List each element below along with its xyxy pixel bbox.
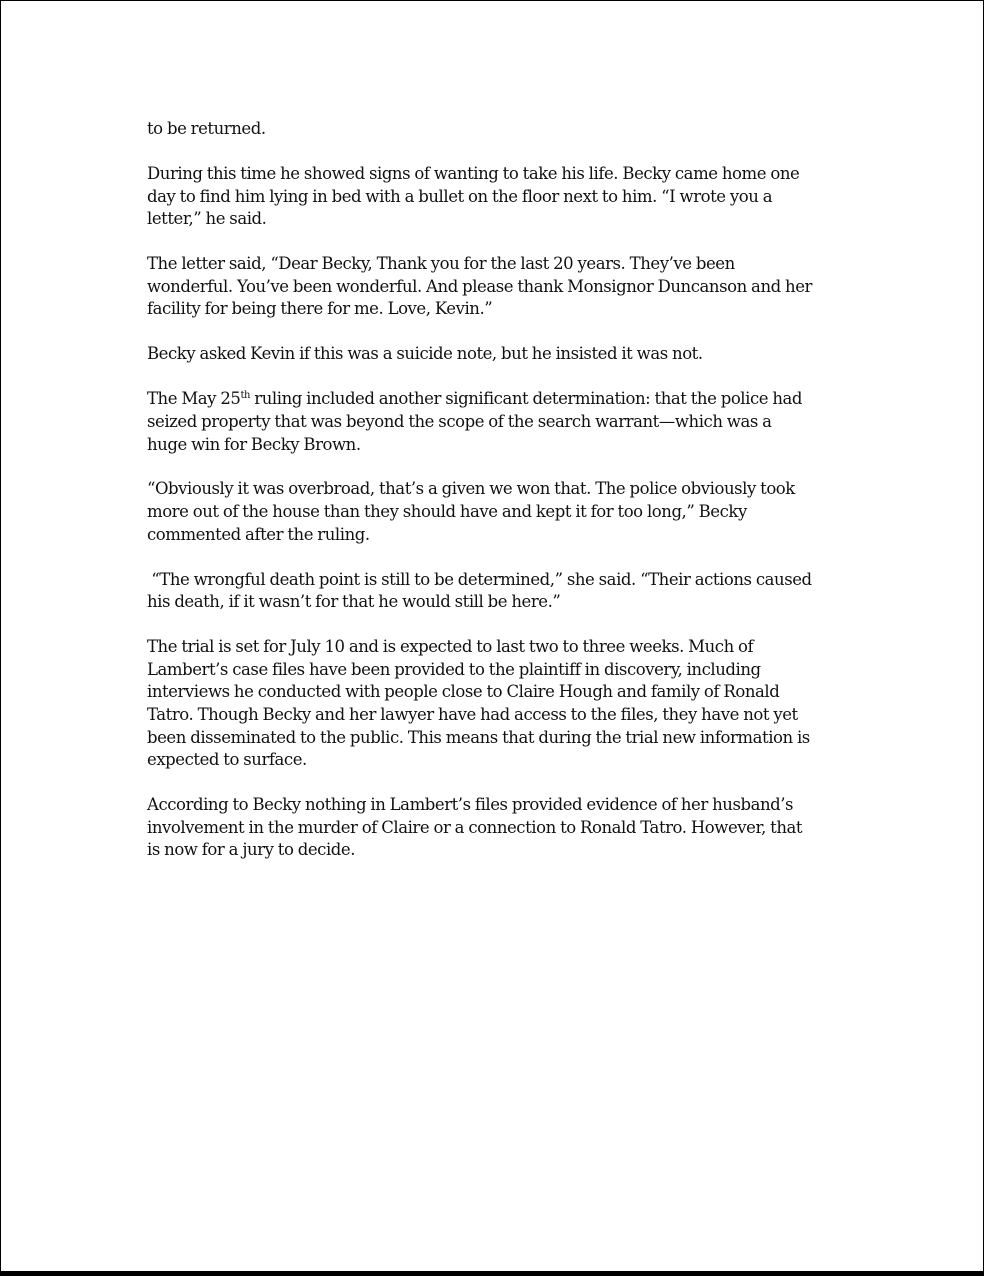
text-line: Lambert’s case files have been provided to the plaintiff in discovery, including — [147, 659, 761, 679]
text-line: is now for a jury to decide. — [147, 840, 355, 860]
ordinal-superscript: th — [240, 390, 250, 402]
document-body — [147, 118, 847, 884]
paragraph — [147, 636, 847, 772]
text-line: The trial is set for July 10 and is expected to last two to three weeks. Much of — [147, 637, 754, 657]
paragraph — [147, 388, 847, 456]
text-line: wonderful. You’ve been wonderful. And please thank Monsignor Duncanson and her — [147, 276, 812, 296]
text-line: letter,” he said. — [147, 209, 267, 229]
text-line: his death, if it wasn’t for that he would still be here.” — [147, 592, 561, 612]
text-line: “Obviously it was overbroad, that’s a given we won that. The police obviously took — [147, 479, 795, 499]
paragraph — [147, 118, 847, 141]
paragraph — [147, 794, 847, 862]
text-line: more out of the house than they should have and kept it for too long,” Becky — [147, 502, 747, 522]
paragraph — [147, 253, 847, 321]
text-line: to be returned. — [147, 119, 266, 138]
text-line: day to find him lying in bed with a bullet on the floor next to him. “I wrote you a — [147, 186, 773, 206]
paragraph — [147, 343, 847, 366]
text-fragment: The May 25 — [147, 389, 241, 409]
text-line: huge win for Becky Brown. — [147, 434, 361, 454]
text-line: Becky asked Kevin if this was a suicide note, but he insisted it was not. — [147, 344, 703, 364]
text-line: commented after the ruling. — [147, 524, 370, 544]
text-line: “The wrongful death point is still to be determined,” she said. “Their actions caused — [147, 569, 812, 589]
paragraph — [147, 478, 847, 546]
text-line: facility for being there for me. Love, Kevin.” — [147, 299, 493, 319]
page-bottom-edge — [0, 1271, 984, 1276]
text-line: been disseminated to the public. This means that during the trial new information is — [147, 727, 810, 747]
text-line: The letter said, “Dear Becky, Thank you for the last 20 years. They’ve been — [147, 254, 735, 274]
text-fragment: ruling included another significant determination: that the police had — [250, 389, 803, 409]
text-line: Tatro. Though Becky and her lawyer have had access to the files, they have not yet — [147, 705, 798, 725]
paragraph — [147, 569, 847, 614]
text-line: According to Becky nothing in Lambert’s files provided evidence of her husband’s — [147, 795, 794, 815]
text-line: seized property that was beyond the scope of the search warrant—which was a — [147, 411, 772, 431]
text-line — [147, 388, 847, 411]
text-line: interviews he conducted with people close to Claire Hough and family of Ronald — [147, 682, 780, 702]
text-line: involvement in the murder of Claire or a connection to Ronald Tatro. However, that — [147, 817, 803, 837]
paragraph — [147, 163, 847, 231]
text-line: expected to surface. — [147, 750, 307, 770]
text-line: During this time he showed signs of wanting to take his life. Becky came home one — [147, 163, 800, 183]
